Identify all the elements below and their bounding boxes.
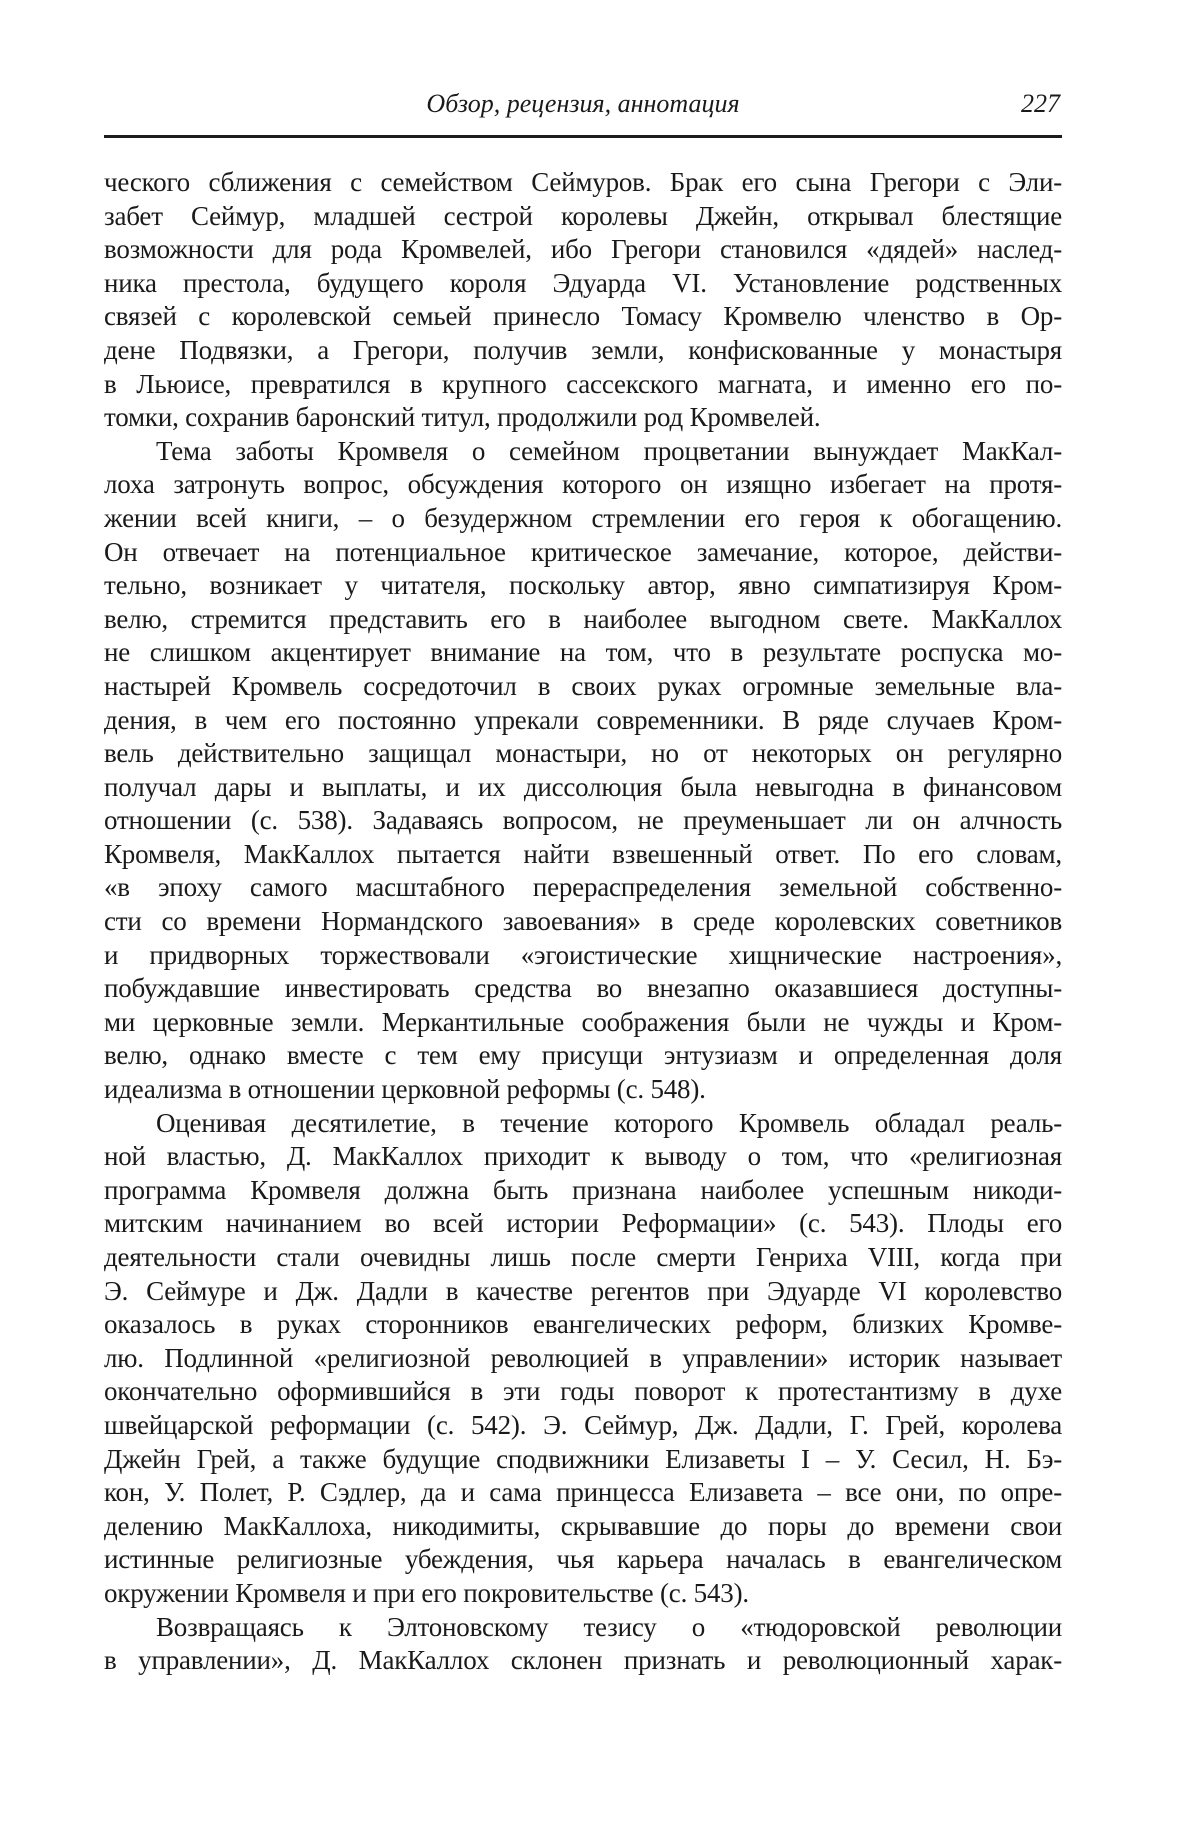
text-line: ника престола, будущего короля Эдуарда VI. Установление родственных [104,267,1062,298]
text-line: тельно, возникает у читателя, поскольку автор, явно симпатизируя Кром- [104,570,1062,601]
text-line: не слишком акцентирует внимание на том, что в результате роспуска мо- [104,637,1062,668]
text-line: оказалось в руках сторонников евангелических реформ, близких Кромве- [104,1309,1062,1340]
paragraph-3 [104,1107,1062,1611]
text-line: в управлении», Д. МакКаллох склонен признать и революционный харак- [104,1645,1062,1676]
text-line: забет Сеймур, младшей сестрой королевы Джейн, открывал блестящие [104,200,1062,231]
text-line: Возвращаясь к Элтоновскому тезису о «тюдоровской революции [156,1611,1062,1642]
text-line: кон, У. Полет, Р. Сэдлер, да и сама принцесса Елизавета – все они, по опре- [104,1477,1062,1508]
text-line: и придворных торжествовали «эгоистические хищнические настроения», [104,939,1062,970]
text-line: настырей Кромвель сосредоточил в своих руках огромные земельные вла- [104,670,1062,701]
text-line: «в эпоху самого масштабного перераспределения земельной собственно- [104,872,1062,903]
text-line: идеализма в отношении церковной реформы (с. 548). [104,1074,706,1105]
text-line: деятельности стали очевидны лишь после смерти Генриха VIII, когда при [104,1242,1062,1272]
text-line: Оценивая десятилетие, в течение которого Кромвель обладал реаль- [156,1107,1062,1138]
text-line: связей с королевской семьей принесло Томасу Кромвелю членство в Ор- [104,301,1062,332]
text-line: сти со времени Нормандского завоевания» в среде королевских советников [104,906,1062,937]
text-line: программа Кромвеля должна быть признана наиболее успешным никоди- [104,1174,1062,1205]
body-text [104,166,1062,1678]
text-line: вель действительно защищал монастыри, но от некоторых он регулярно [104,738,1062,769]
text-line: дене Подвязки, а Грегори, получив земли, конфискованные у монастыря [104,334,1062,365]
running-head [104,88,1062,130]
text-line: окружении Кромвеля и при его покровительстве (с. 543). [104,1577,749,1608]
text-line: отношении (с. 538). Задаваясь вопросом, не преуменьшает ли он алчность [104,805,1062,836]
text-line: ческого сближения с семейством Сеймуров. Брак его сына Грегори с Эли- [104,167,1062,197]
text-line: в Льюисе, превратился в крупного сассекского магната, и именно его по- [104,368,1062,399]
text-line: велю, стремится представить его в наиболее выгодном свете. МакКаллох [104,603,1062,634]
text-line: ной властью, Д. МакКаллох приходит к выводу о том, что «религиозная [104,1141,1062,1172]
text-line: Тема заботы Кромвеля о семейном процветании вынуждает МакКал- [156,435,1062,466]
paragraph-1 [104,166,1062,435]
text-line: дения, в чем его постоянно упрекали современники. В ряде случаев Кром- [104,704,1062,735]
text-line: велю, однако вместе с тем ему присущи энтузиазм и определенная доля [104,1040,1062,1071]
text-line: побуждавшие инвестировать средства во внезапно оказавшиеся доступны- [104,973,1062,1004]
text-line: истинные религиозные убеждения, чья карьера началась в евангелическом [104,1544,1062,1575]
text-line: швейцарской реформации (с. 542). Э. Сеймур, Дж. Дадли, Г. Грей, королева [104,1409,1062,1440]
text-line: лоха затронуть вопрос, обсуждения которого он изящно избегает на протя- [104,469,1062,500]
text-line: Э. Сеймуре и Дж. Дадли в качестве регентов при Эдуарде VI королевство [104,1275,1062,1306]
text-line: делению МакКаллоха, никодимиты, скрывавшие до поры до времени свои [104,1510,1062,1541]
paragraph-4 [104,1611,1062,1678]
text-line: лю. Подлинной «религиозной революцией в управлении» историк называет [104,1342,1062,1373]
text-line: возможности для рода Кромвелей, ибо Грегори становился «дядей» наслед- [104,234,1062,265]
running-title: Обзор, рецензия, аннотация [426,89,740,118]
header-rule [104,135,1062,138]
text-line: томки, сохранив баронский титул, продолжили род Кромвелей. [104,402,821,433]
text-line: жении всей книги, – о безудержном стремлении его героя к обогащению. [104,502,1062,533]
text-line: окончательно оформившийся в эти годы поворот к протестантизму в духе [104,1376,1062,1407]
text-line: ми церковные земли. Меркантильные соображения были не чужды и Кром- [104,1006,1062,1037]
text-line: митским начинанием во всей истории Реформации» (с. 543). Плоды его [104,1208,1062,1239]
text-line: Кромвеля, МакКаллох пытается найти взвешенный ответ. По его словам, [104,838,1062,869]
text-line: Джейн Грей, а также будущие сподвижники Елизаветы I – У. Сесил, Н. Бэ- [104,1443,1062,1474]
text-line: получал дары и выплаты, и их диссолюция была невыгодна в финансовом [104,771,1062,802]
page-number: 227 [1021,89,1060,118]
text-line: Он отвечает на потенциальное критическое замечание, которое, действи- [104,536,1062,567]
paragraph-2 [104,435,1062,1107]
